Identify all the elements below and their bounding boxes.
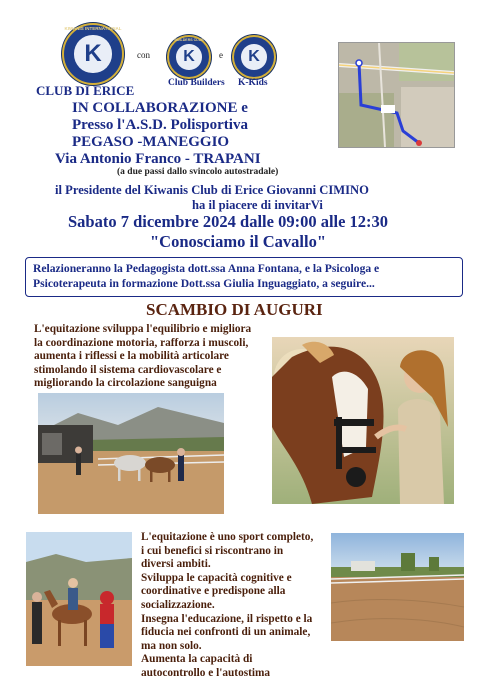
para1-line: migliorando la circolazione sanguigna: [34, 377, 217, 390]
event-title: "Conosciamo il Cavallo": [150, 232, 326, 251]
para2-line: fiducia nei confronti di un animale,: [141, 626, 311, 639]
location-map: [338, 42, 455, 148]
venue-name-line: Presso l'A.S.D. Polisportiva: [72, 117, 248, 133]
event-date: Sabato 7 dicembre 2024 dalle 09:00 alle 12:30: [68, 212, 389, 231]
girl-horse-illustration: [272, 337, 454, 504]
para1-line: stimolando il sistema cardiovascolare e: [34, 363, 222, 376]
para1-line: la coordinazione motoria, rafforza i muscoli,: [34, 336, 249, 349]
speakers-line-1: Relazioneranno la Pedagogista dott.ssa Anna Fontana, e la Psicologa e: [33, 262, 380, 275]
map-graphic: [339, 43, 454, 147]
pony-ride-illustration: [26, 532, 132, 666]
arena-illustration: [38, 393, 224, 514]
para2-line: socializzazione.: [141, 598, 215, 611]
para1-line: aumenta i riflessi e la mobilità articolare: [34, 350, 229, 363]
benefits-paragraph-2: [141, 531, 331, 681]
riding-arena-photo: [38, 393, 224, 514]
para2-line: Aumenta la capacità di: [141, 653, 253, 666]
kkids-k-letter: K: [241, 44, 267, 70]
pony-ride-photo: [26, 532, 132, 666]
kiwanis-k-letter: K: [74, 35, 111, 72]
president-line: il Presidente del Kiwanis Club di Erice Giovanni CIMINO: [55, 183, 369, 197]
girl-with-horse-photo: [272, 337, 454, 504]
club-name: CLUB DI ERICE: [36, 83, 135, 98]
para2-line: coordinative e predispone alla: [141, 585, 286, 598]
speakers-line-2: Psicoterapeuta in formazione Dott.ssa Giulia Inguaggiato, a seguire...: [33, 277, 375, 290]
invite-line: ha il piacere di invitarVi: [192, 198, 323, 212]
para2-line: L'equitazione è uno sport completo,: [141, 531, 314, 543]
builders-club-logo: [167, 35, 211, 79]
e-label: e: [219, 50, 223, 60]
venue-pegaso-line: PEGASO -MANEGGIO: [72, 134, 230, 150]
con-label: con: [137, 50, 150, 60]
outdoor-arena-illustration: [331, 533, 464, 641]
para1-line: L'equitazione sviluppa l'equilibrio e migliora: [34, 323, 252, 335]
benefits-paragraph-1: [34, 323, 274, 391]
club-builders-label: Club Builders: [168, 78, 225, 88]
para2-line: Sviluppa le capacità cognitive e: [141, 571, 292, 584]
venue-note-line: (a due passi dallo svincolo autostradale): [117, 167, 279, 177]
para2-line: ma non solo.: [141, 639, 202, 652]
k-kids-label: K-Kids: [238, 78, 268, 88]
builders-k-letter: K: [176, 44, 202, 70]
outdoor-arena-photo: [331, 533, 464, 641]
kiwanis-ring-text: KIWANIS INTERNATIONAL: [64, 26, 122, 31]
builders-ring-text: BUILDERS CLUB: [174, 38, 204, 42]
venue-address-line: Via Antonio Franco - TRAPANI: [55, 151, 261, 167]
para2-line: i cui benefici si riscontrano in: [141, 544, 284, 557]
k-kids-logo: [232, 35, 276, 79]
para2-line: autocontrollo e l'autostima: [141, 666, 271, 679]
greeting-title: SCAMBIO DI AUGURI: [146, 300, 323, 319]
para2-line: Insegna l'educazione, il rispetto e la: [141, 612, 313, 625]
para2-line: diversi ambiti.: [141, 558, 211, 571]
kiwanis-international-logo: [62, 23, 124, 85]
collaboration-line: IN COLLABORAZIONE e: [72, 100, 248, 116]
